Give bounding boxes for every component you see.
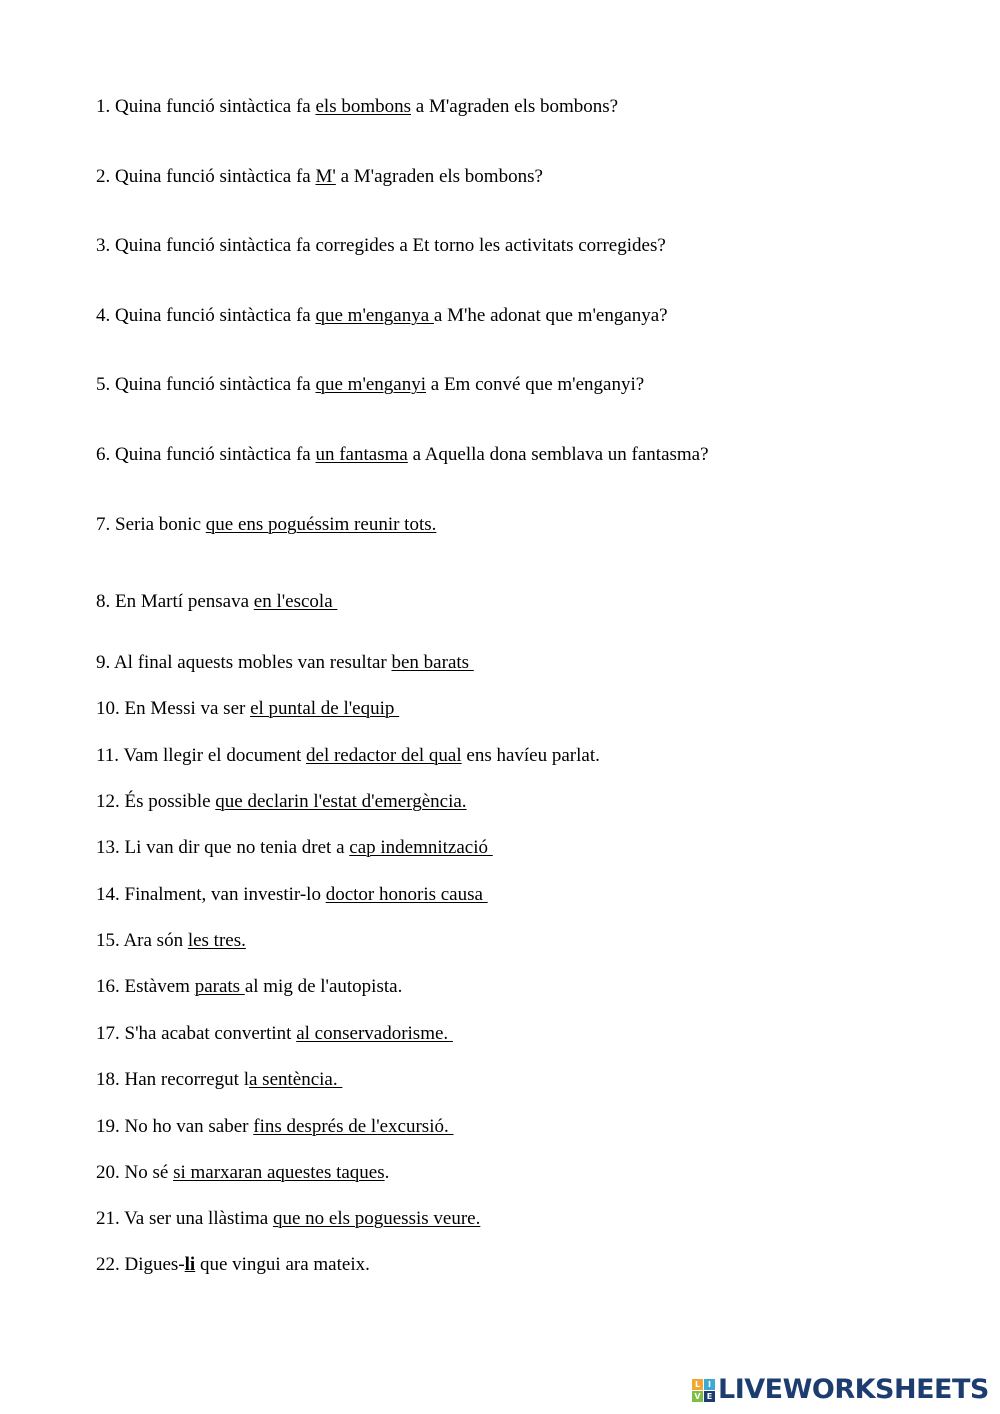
logo-text: LIVEWORKSHEETS bbox=[718, 1374, 989, 1405]
underlined-phrase: les tres. bbox=[187, 930, 246, 951]
question-10 bbox=[96, 697, 399, 721]
question-text: 18. Han recorregut l bbox=[96, 1069, 249, 1090]
logo-cell: E bbox=[704, 1391, 715, 1402]
question-text: a M'agraden els bombons? bbox=[411, 96, 619, 117]
question-text: 14. Finalment, van investir-lo bbox=[96, 884, 326, 905]
question-text: 3. Quina funció sintàctica fa corregides a Et torno les activitats corregides? bbox=[96, 235, 666, 256]
underlined-phrase: si marxaran aquestes taques bbox=[173, 1162, 385, 1183]
question-text: 10. En Messi va ser bbox=[96, 698, 251, 719]
question-14 bbox=[96, 883, 488, 907]
question-text: al mig de l'autopista. bbox=[244, 976, 403, 997]
question-1 bbox=[96, 95, 618, 119]
question-text: 9. Al final aquests mobles van resultar bbox=[96, 652, 392, 673]
question-text: a M'he adonat que m'enganya? bbox=[433, 305, 668, 326]
question-text: . bbox=[384, 1162, 390, 1183]
question-21 bbox=[96, 1207, 480, 1231]
underlined-phrase: fins després de l'excursió. bbox=[253, 1116, 454, 1137]
question-4 bbox=[96, 304, 668, 328]
question-text: 17. S'ha acabat convertint bbox=[96, 1023, 297, 1044]
question-text: 16. Estàvem bbox=[96, 976, 195, 997]
question-11 bbox=[96, 744, 600, 768]
question-text: 2. Quina funció sintàctica fa bbox=[96, 166, 316, 187]
underlined-phrase: els bombons bbox=[315, 96, 412, 117]
question-text: 12. És possible bbox=[96, 791, 216, 812]
underlined-phrase: que ens poguéssim reunir tots. bbox=[205, 514, 437, 535]
question-5 bbox=[96, 373, 644, 397]
question-22 bbox=[96, 1253, 370, 1277]
question-text: a Em convé que m'enganyi? bbox=[426, 374, 645, 395]
underlined-phrase: a sentència. bbox=[249, 1069, 343, 1090]
question-text: 4. Quina funció sintàctica fa bbox=[96, 305, 316, 326]
question-19 bbox=[96, 1115, 453, 1139]
question-text: 15. Ara són bbox=[96, 930, 188, 951]
underlined-phrase: que declarin l'estat d'emergència. bbox=[215, 791, 467, 812]
question-text: a M'agraden els bombons? bbox=[335, 166, 543, 187]
underlined-phrase: del redactor del qual bbox=[306, 745, 462, 766]
underlined-phrase: doctor honoris causa bbox=[325, 884, 488, 905]
question-text: 5. Quina funció sintàctica fa bbox=[96, 374, 316, 395]
question-15 bbox=[96, 929, 246, 953]
question-13 bbox=[96, 836, 493, 860]
question-6 bbox=[96, 443, 709, 467]
question-7 bbox=[96, 513, 436, 537]
question-18 bbox=[96, 1068, 342, 1092]
question-text: 7. Seria bonic bbox=[96, 514, 206, 535]
underlined-phrase: cap indemnització bbox=[349, 837, 493, 858]
underlined-phrase: un fantasma bbox=[315, 444, 408, 465]
bold-underlined-word: li bbox=[184, 1254, 196, 1275]
question-20 bbox=[96, 1161, 389, 1185]
liveworksheets-logo bbox=[692, 1374, 992, 1406]
underlined-phrase: el puntal de l'equip bbox=[250, 698, 400, 719]
liveworksheets-logo-icon bbox=[692, 1379, 715, 1402]
logo-cell: I bbox=[704, 1379, 715, 1390]
underlined-phrase: que m'enganyi bbox=[315, 374, 427, 395]
question-text: 6. Quina funció sintàctica fa bbox=[96, 444, 316, 465]
question-text: 11. Vam llegir el document bbox=[96, 745, 307, 766]
underlined-phrase: M' bbox=[315, 166, 336, 187]
question-2 bbox=[96, 165, 543, 189]
question-text: 21. Va ser una llàstima bbox=[96, 1208, 273, 1229]
question-12 bbox=[96, 790, 467, 814]
underlined-phrase: que m'enganya bbox=[315, 305, 434, 326]
question-text: que vingui ara mateix. bbox=[195, 1254, 370, 1275]
question-text: 8. En Martí pensava bbox=[96, 591, 254, 612]
question-text: 20. No sé bbox=[96, 1162, 174, 1183]
question-9 bbox=[96, 651, 474, 675]
question-text: a Aquella dona semblava un fantasma? bbox=[407, 444, 709, 465]
underlined-phrase: en l'escola bbox=[253, 591, 338, 612]
question-text: 19. No ho van saber bbox=[96, 1116, 254, 1137]
question-text: 1. Quina funció sintàctica fa bbox=[96, 96, 316, 117]
question-text: 13. Li van dir que no tenia dret a bbox=[96, 837, 350, 858]
question-3 bbox=[96, 234, 666, 258]
logo-cell: V bbox=[692, 1391, 703, 1402]
question-8 bbox=[96, 590, 337, 614]
underlined-phrase: que no els poguessis veure. bbox=[272, 1208, 481, 1229]
question-text: ens havíeu parlat. bbox=[461, 745, 600, 766]
logo-cell: L bbox=[692, 1379, 703, 1390]
question-16 bbox=[96, 975, 402, 999]
underlined-phrase: ben barats bbox=[391, 652, 474, 673]
underlined-phrase: parats bbox=[194, 976, 245, 997]
question-text: 22. Digues- bbox=[96, 1254, 185, 1275]
question-17 bbox=[96, 1022, 453, 1046]
underlined-phrase: al conservadorisme. bbox=[296, 1023, 453, 1044]
